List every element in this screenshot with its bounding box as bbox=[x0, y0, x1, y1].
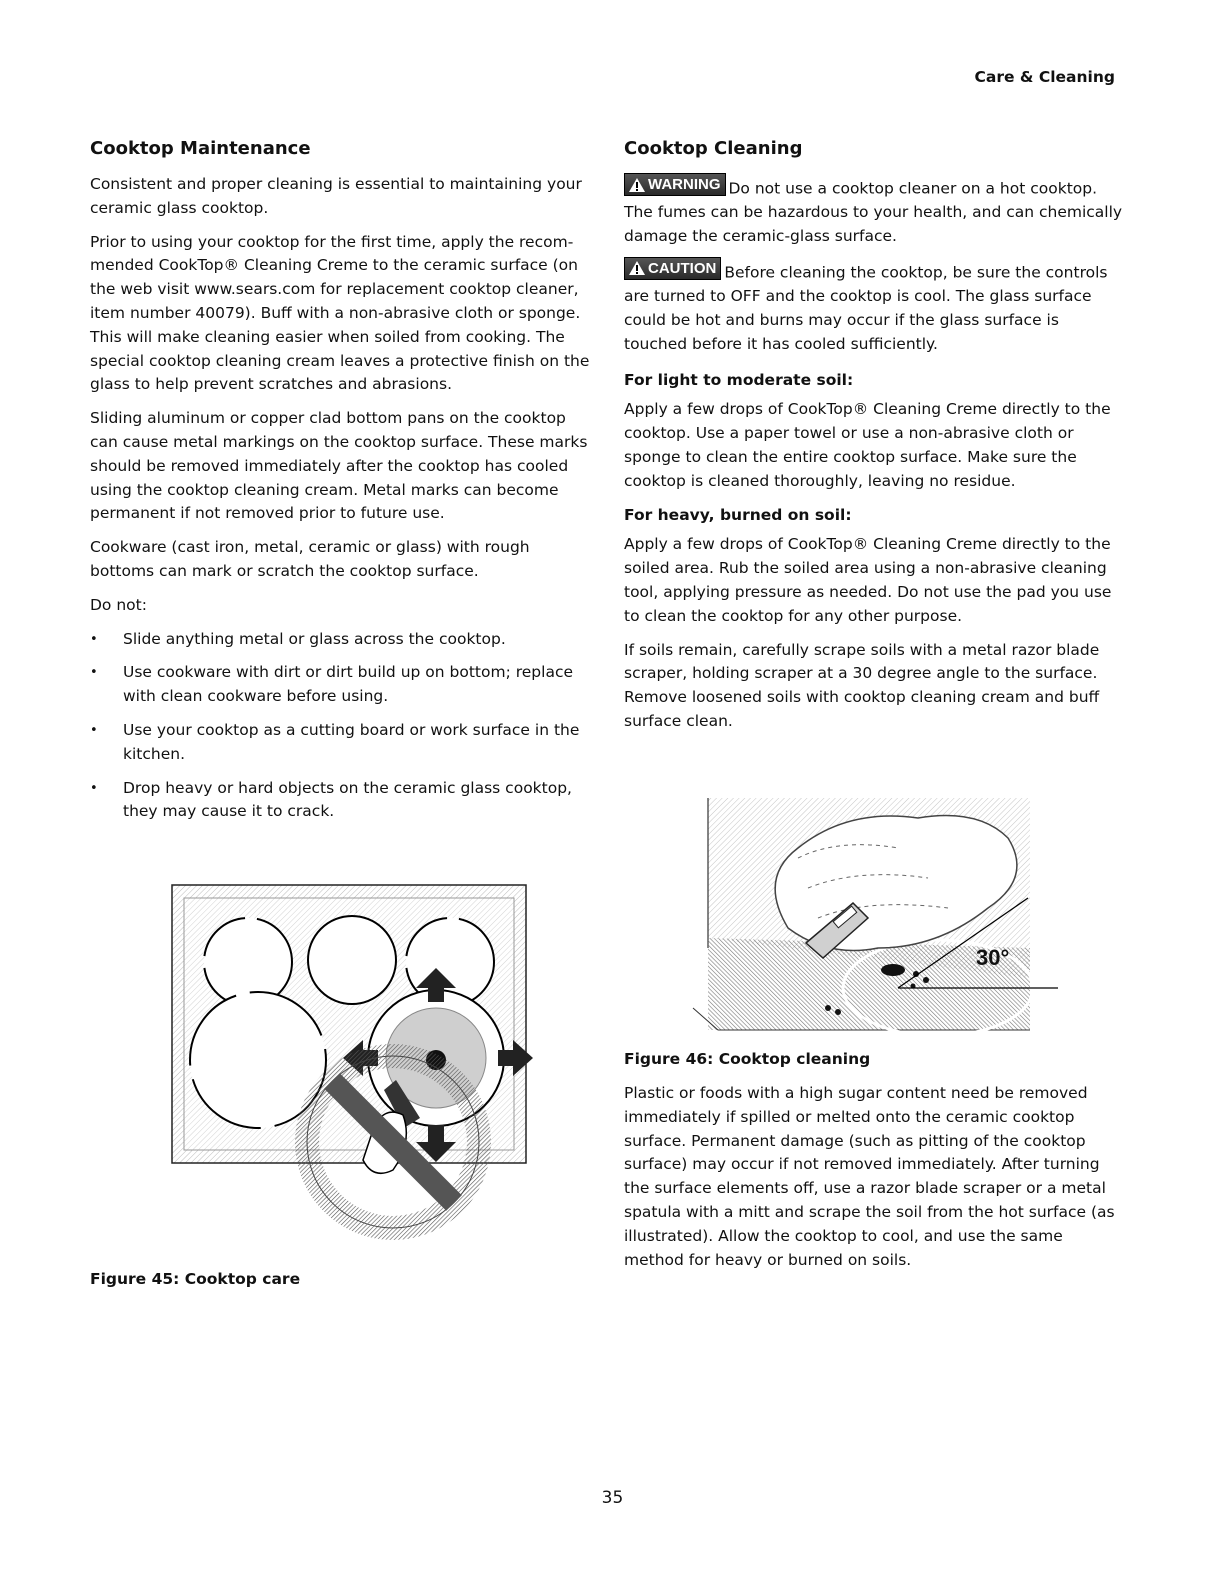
paragraph: Consistent and proper cleaning is essential to maintaining your ceramic glass cooktop. bbox=[90, 175, 582, 217]
paragraph: If soils remain, carefully scrape soils with a metal razor blade scraper, holding scraper at a 30 degree angle to the surface. Remove loosened soils with cooktop cleaning cream and buff surface clean. bbox=[624, 640, 1100, 730]
cooktop-cleaning-heading: Cooktop Cleaning bbox=[624, 138, 803, 159]
paragraph: Apply a few drops of CookTop® Cleaning Creme directly to the soiled area. Rub the soiled area using a non-abrasive cleaning tool, applying pressure as needed. Do not use the pad you use to clean the cooktop for any other purpose. bbox=[624, 535, 1112, 625]
list-item: • Drop heavy or hard objects on the ceramic glass cooktop, they may cause it to crack. bbox=[90, 778, 572, 821]
bullet-icon: • bbox=[90, 665, 98, 681]
bullet-icon: • bbox=[90, 780, 98, 796]
left-column bbox=[90, 138, 590, 834]
bullet-icon: • bbox=[90, 722, 98, 738]
heavy-soil-heading: For heavy, burned on soil: bbox=[624, 505, 852, 524]
cooktop-care-illustration bbox=[168, 880, 538, 1255]
warning-paragraph: WARNING Do not use a cooktop cleaner on a hot cooktop. The fumes can be hazardous to your health, and can chemically damage the ceramic-glass surface. bbox=[624, 173, 1124, 249]
warning-triangle-icon bbox=[628, 177, 646, 193]
figure-45-caption: Figure 45: Cooktop care bbox=[90, 1270, 301, 1288]
list-item: • Slide anything metal or glass across the cooktop. bbox=[90, 628, 590, 652]
figure-46-caption: Figure 46: Cooktop cleaning bbox=[624, 1050, 871, 1068]
sugar-paragraph: Plastic or foods with a high sugar content need be removed immediately if spilled or melted onto the ceramic cooktop surface. Permanent damage (such as pitting of the cooktop surface) may occur if not removed immediately. After turning the surface elements off, use a razor blade scraper or a metal spatula with a mitt and scrape the soil from the hot surface (as illustrated). Allow the cooktop to cool, and use the same method for heavy or burned on soils. bbox=[624, 1084, 1115, 1269]
do-not-list bbox=[90, 628, 590, 825]
cooktop-cleaning-illustration bbox=[688, 798, 1058, 1038]
paragraph: Apply a few drops of CookTop® Cleaning Creme directly to the cooktop. Use a paper towel or use a non-abrasive cloth or sponge to clean the entire cooktop surface. Make sure the cooktop is cleaned thoroughly, leaving no residue. bbox=[624, 400, 1111, 490]
paragraph: Prior to using your cooktop for the first time, apply the recom-mended CookTop® Cleaning Creme to the ceramic surface (on the web visit www.sears.com for replacement cooktop cleaner, item number 40079). Buff with a non-abrasive cloth or sponge. This will make cleaning easier when soiled from cooking. The special cooktop cleaning cream leaves a protective finish on the glass to help prevent scratches and abrasions. bbox=[90, 232, 590, 394]
right-column bbox=[624, 138, 1124, 744]
bullet-icon: • bbox=[90, 631, 98, 647]
section-header: Care & Cleaning bbox=[974, 68, 1115, 86]
paragraph: Cookware (cast iron, metal, ceramic or glass) with rough bottoms can mark or scratch the cooktop surface. bbox=[90, 538, 530, 580]
warning-sign: WARNING bbox=[624, 173, 726, 196]
angle-label: 30° bbox=[976, 945, 1010, 970]
do-not-label: Do not: bbox=[90, 595, 147, 614]
paragraph: Sliding aluminum or copper clad bottom pans on the cooktop can cause metal markings on the cooktop surface. These marks should be removed immediately after the cooktop has cooled using the cooktop cleaning cream. Metal marks can become permanent if not removed prior to future use. bbox=[90, 409, 588, 523]
light-soil-heading: For light to moderate soil: bbox=[624, 370, 854, 389]
warning-triangle-icon bbox=[628, 260, 646, 276]
page-number: 35 bbox=[601, 1488, 624, 1508]
cooktop-maintenance-heading: Cooktop Maintenance bbox=[90, 138, 311, 159]
list-item: • Use your cooktop as a cutting board or work surface in the kitchen. bbox=[90, 720, 580, 763]
caution-sign: CAUTION bbox=[624, 257, 721, 280]
list-item: • Use cookware with dirt or dirt build up on bottom; replace with clean cookware before using. bbox=[90, 663, 573, 706]
caution-paragraph: CAUTION Before cleaning the cooktop, be sure the controls are turned to OFF and the cooktop is cool. The glass surface could be hot and burns may occur if the glass surface is touched before it has cooled sufficiently. bbox=[624, 257, 1124, 357]
